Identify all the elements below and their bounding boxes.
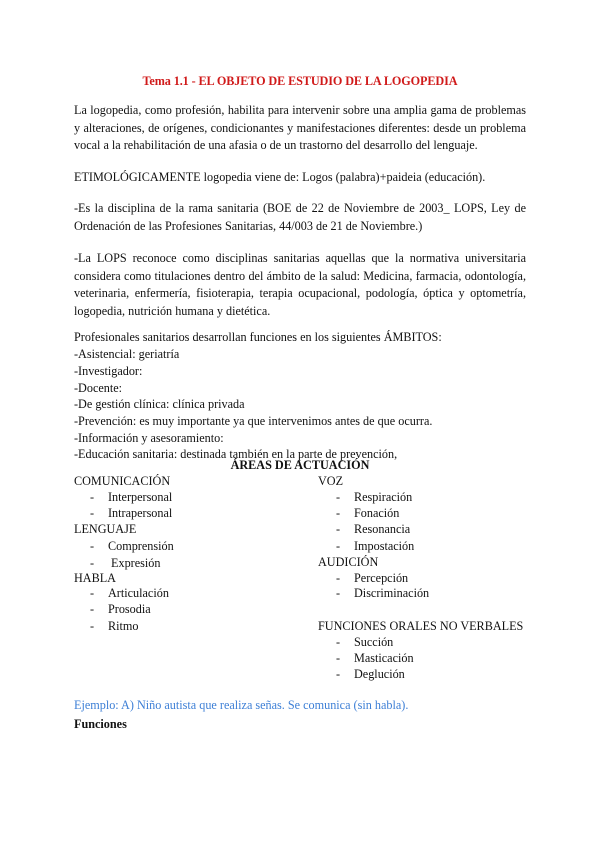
dash: - — [336, 651, 341, 665]
example-note: Ejemplo: A) Niño autista que realiza señas. Se comunica (sin habla). — [74, 698, 409, 712]
area-item: - Ritmo — [90, 619, 139, 633]
funciones-heading: Funciones — [74, 717, 127, 731]
page-title: Tema 1.1 - EL OBJETO DE ESTUDIO DE LA LOGOPEDIA — [142, 74, 458, 88]
dash: - — [336, 490, 341, 504]
dash: - — [336, 586, 341, 600]
dash: - — [90, 586, 95, 600]
dash: - — [336, 667, 341, 681]
area-item: - Comprensión — [90, 539, 174, 553]
ambito-item: -Prevención: es muy importante ya que intervenimos antes de que ocurra. — [74, 414, 433, 428]
dash: - — [90, 602, 95, 616]
dash: - — [336, 522, 341, 536]
area-item: - Percepción — [336, 571, 409, 585]
area-head-lenguaje: LENGUAJE — [74, 522, 137, 536]
discipline-paragraph: -Es la disciplina de la rama sanitaria (BOE de 22 de Noviembre de 2003_ LOPS, Ley de Ordenación de las Profesiones Sanitarias, 44/003 de 21 de Noviembre.) — [74, 201, 526, 233]
dash: - — [336, 635, 341, 649]
lops-paragraph: -La LOPS reconoce como disciplinas sanitarias aquellas que la normativa universitaria considera como titulaciones dentro del ámbito de la salud: Medicina, farmacia, odontología, veterinaria, enfermería, fisioterapia, terapia ocupacional, podología, óptica y optometría, logopedia, nutrición humana y dietética. — [74, 251, 526, 318]
area-item: - Respiración — [336, 490, 413, 504]
dash: - — [90, 490, 95, 504]
dash: - — [90, 506, 95, 520]
area-item: - Prosodia — [90, 602, 151, 616]
areas-heading: ÁREAS DE ACTUACIÓN — [230, 458, 370, 472]
dash: - — [336, 506, 341, 520]
area-item: - Succión — [336, 635, 394, 649]
ambito-item: -Información y asesoramiento: — [74, 431, 224, 445]
ambito-item: -Investigador: — [74, 364, 143, 378]
area-item: - Expresión — [90, 556, 161, 570]
ambito-item: -De gestión clínica: clínica privada — [74, 397, 245, 411]
dash: - — [336, 571, 341, 585]
area-item: - Masticación — [336, 651, 414, 665]
area-item: - Fonación — [336, 506, 400, 520]
dash: - — [90, 539, 95, 553]
area-head-funciones-orales: FUNCIONES ORALES NO VERBALES — [318, 619, 524, 633]
ambito-item: -Asistencial: geriatría — [74, 347, 180, 361]
area-item: - Interpersonal — [90, 490, 173, 504]
area-head-voz: VOZ — [318, 474, 344, 488]
area-item: - Intrapersonal — [90, 506, 173, 520]
intro-paragraph: La logopedia, como profesión, habilita para intervenir sobre una amplia gama de problemas y alteraciones, de orígenes, condicionantes y manifestaciones diferentes: desde un problema vocal a la rehabilitación de una afasia o de un trastorno del desarrollo del lenguaje. — [74, 103, 526, 153]
area-head-audicion: AUDICIÓN — [318, 555, 379, 569]
area-item: - Impostación — [336, 539, 415, 553]
dash: - — [90, 619, 95, 633]
ambito-item: -Docente: — [74, 381, 123, 395]
area-head-comunicacion: COMUNICACIÓN — [74, 474, 171, 488]
area-head-habla: HABLA — [74, 571, 116, 585]
area-item: - Deglución — [336, 667, 405, 681]
etymology-line: ETIMOLÓGICAMENTE logopedia viene de: Logos (palabra)+paideia (educación). — [74, 170, 486, 184]
dash: - — [90, 556, 95, 570]
area-item: - Articulación — [90, 586, 169, 600]
ambito-item: -Educación sanitaria: destinada también en la parte de prevención, — [74, 447, 398, 461]
ambitos-intro: Profesionales sanitarios desarrollan funciones en los siguientes ÁMBITOS: — [74, 330, 442, 344]
dash: - — [336, 539, 341, 553]
area-item: - Resonancia — [336, 522, 411, 536]
area-item: - Discriminación — [336, 586, 430, 600]
